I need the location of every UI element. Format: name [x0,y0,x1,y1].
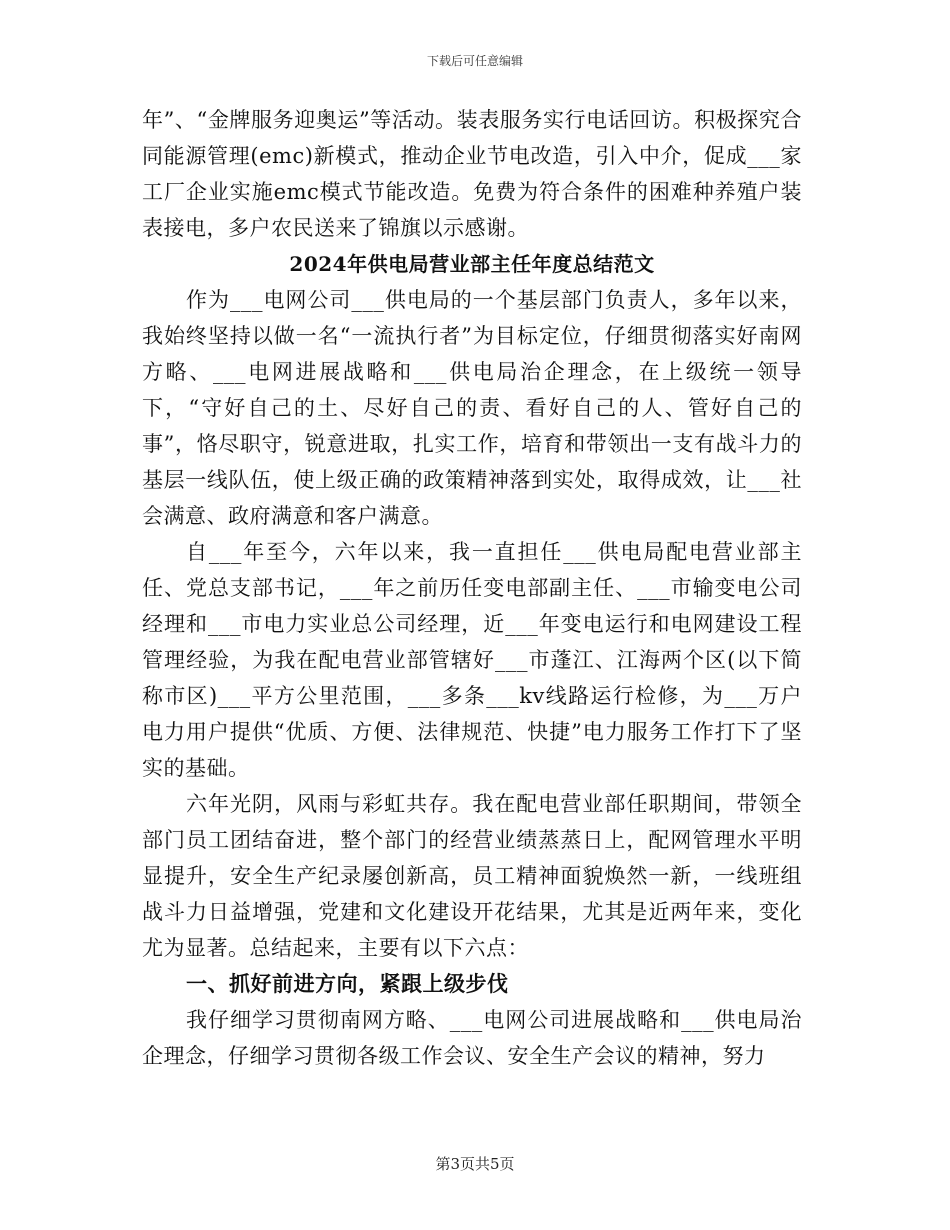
page-footer: 第3页共5页 [435,1155,515,1173]
paragraph: 作为___电网公司___供电局的一个基层部门负责人，多年以来，我始终坚持以做一名“一流执行者”为目标定位，仔细贯彻落实好南网方略、___电网进展战略和___供电局治企理念，在上级统一领导下，“守好自己的土、尽好自己的责、看好自己的人、管好自己的事”，恪尽职守，锐意进取，扎实工作，培育和带领出一支有战斗力的基层一线队伍，使上级正确的政策精神落到实处，取得成效，让___社会满意、政府满意和客户满意。 [142,288,802,528]
paragraph: 六年光阴，风雨与彩虹共存。我在配电营业部任职期间，带领全部门员工团结奋进，整个部门的经营业绩蒸蒸日上，配网管理水平明显提升，安全生产纪录屡创新高，员工精神面貌焕然一新，一线班组战斗力日益增强，党建和文化建设开花结果，尤其是近两年来，变化尤为显著。总结起来，主要有以下六点： [142,792,802,960]
page-header: 下载后可任意编辑 [426,54,523,68]
document-body [142,102,802,1074]
paragraph: 自___年至今，六年以来，我一直担任___供电局配电营业部主任、党总支部书记，___年之前历任变电部副主任、___市输变电公司经理和___市电力实业总公司经理，近___年变电运行和电网建设工程管理经验，为我在配电营业部管辖好___市蓬江、江海两个区(以下简称市区)___平方公里范围，___多条___kv线路运行检修，为___万户电力用户提供“优质、方便、法律规范、快捷”电力服务工作打下了坚实的基础。 [142,540,802,780]
section-heading: 一、抓好前进方向，紧跟上级步伐 [186,971,509,996]
document-title: 2024年供电局营业部主任年度总结范文 [289,252,655,276]
paragraph: 我仔细学习贯彻南网方略、___电网公司进展战略和___供电局治企理念，仔细学习贯彻各级工作会议、安全生产会议的精神，努力 [142,1008,802,1068]
paragraph-continued: 年”、“金牌服务迎奥运”等活动。装表服务实行电话回访。积极探究合同能源管理(emc)新模式，推动企业节电改造，引入中介，促成___家工厂企业实施emc模式节能改造。免费为符合条件的困难种养殖户装表接电，多户农民送来了锦旗以示感谢。 [142,108,802,240]
